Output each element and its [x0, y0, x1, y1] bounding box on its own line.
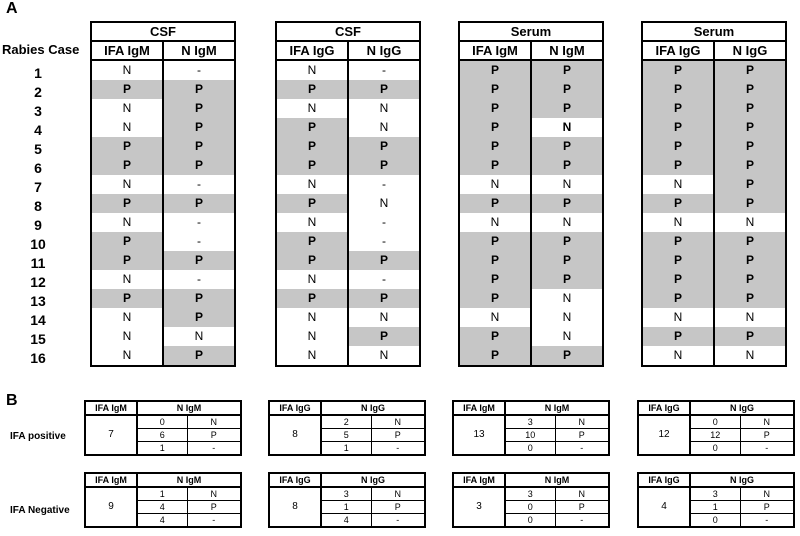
column-header: IFA IgM [91, 41, 163, 60]
result-cell: - [348, 175, 420, 194]
summary-col-header: N IgG [690, 401, 794, 415]
result-cell: P [714, 118, 786, 137]
result-cell: - [348, 60, 420, 80]
result-cell: P [714, 156, 786, 175]
result-cell: P [91, 251, 163, 270]
specimen-header: Serum [642, 22, 786, 41]
case-number: 10 [30, 236, 46, 252]
result-cell: P [163, 156, 235, 175]
result-cell: N [459, 175, 531, 194]
result-cell: P [91, 194, 163, 213]
result-cell: P [459, 251, 531, 270]
result-cell: P [163, 194, 235, 213]
result-cell: N [276, 327, 348, 346]
n-count: 0 [690, 514, 740, 528]
n-count: 0 [505, 442, 555, 456]
ifa-count: 8 [269, 415, 321, 455]
result-cell: P [459, 137, 531, 156]
ifa-positive-label: IFA positive [10, 431, 66, 442]
result-cell: P [642, 80, 714, 99]
result-cell: P [531, 194, 603, 213]
summary-table-7 [452, 472, 610, 528]
result-cell: P [642, 118, 714, 137]
result-cell: P [348, 289, 420, 308]
result-cell: N [531, 289, 603, 308]
result-cell: N [531, 118, 603, 137]
result-cell: N [714, 308, 786, 327]
result-cell: - [163, 232, 235, 251]
column-header: IFA IgM [459, 41, 531, 60]
case-number: 15 [30, 331, 46, 347]
case-number: 3 [34, 103, 42, 119]
result-cell: N [348, 194, 420, 213]
result-cell: P [163, 289, 235, 308]
result-cell: P [642, 99, 714, 118]
summary-table-6 [268, 472, 426, 528]
summary-col-header: N IgM [137, 473, 241, 487]
n-result: - [187, 514, 241, 528]
column-header: IFA IgG [642, 41, 714, 60]
result-cell: P [91, 137, 163, 156]
n-count: 2 [321, 415, 371, 429]
panel-b-label: B [6, 392, 18, 409]
result-cell: P [642, 156, 714, 175]
result-cell: N [276, 270, 348, 289]
n-result: - [740, 514, 794, 528]
summary-table-1 [84, 400, 242, 456]
n-result: P [371, 429, 425, 442]
case-number: 11 [30, 255, 46, 271]
result-cell: P [714, 99, 786, 118]
result-cell: P [642, 327, 714, 346]
results-table-4 [641, 21, 787, 367]
result-cell: N [642, 213, 714, 232]
results-table-3 [458, 21, 604, 367]
result-cell: P [531, 99, 603, 118]
result-cell: P [531, 137, 603, 156]
n-count: 3 [690, 487, 740, 501]
n-count: 3 [505, 487, 555, 501]
result-cell: P [531, 270, 603, 289]
result-cell: N [91, 327, 163, 346]
ifa-count: 8 [269, 487, 321, 527]
case-number: 16 [30, 350, 46, 366]
result-cell: P [714, 80, 786, 99]
case-number: 2 [34, 84, 42, 100]
result-cell: N [91, 213, 163, 232]
result-cell: P [459, 194, 531, 213]
result-cell: P [531, 251, 603, 270]
n-result: P [555, 501, 609, 514]
n-count: 3 [505, 415, 555, 429]
result-cell: N [348, 99, 420, 118]
result-cell: P [348, 327, 420, 346]
case-number: 5 [34, 141, 42, 157]
case-number: 1 [34, 65, 42, 81]
result-cell: N [714, 213, 786, 232]
case-number: 12 [30, 274, 46, 290]
result-cell: P [348, 80, 420, 99]
results-table-1 [90, 21, 236, 367]
result-cell: N [91, 99, 163, 118]
result-cell: P [163, 346, 235, 366]
result-cell: P [642, 232, 714, 251]
result-cell: P [91, 232, 163, 251]
column-header: N IgM [163, 41, 235, 60]
result-cell: P [459, 99, 531, 118]
summary-col-header: N IgM [137, 401, 241, 415]
result-cell: N [531, 327, 603, 346]
n-result: N [371, 415, 425, 429]
specimen-header: CSF [91, 22, 235, 41]
ifa-count: 7 [85, 415, 137, 455]
n-count: 1 [321, 442, 371, 456]
result-cell: P [163, 118, 235, 137]
result-cell: P [714, 137, 786, 156]
result-cell: P [91, 289, 163, 308]
result-cell: P [459, 156, 531, 175]
n-count: 0 [690, 415, 740, 429]
result-cell: N [91, 118, 163, 137]
case-number: 6 [34, 160, 42, 176]
result-cell: P [276, 80, 348, 99]
result-cell: P [714, 175, 786, 194]
summary-col-header: IFA IgM [85, 401, 137, 415]
n-result: - [555, 514, 609, 528]
ifa-count: 13 [453, 415, 505, 455]
n-count: 0 [690, 442, 740, 456]
n-result: P [740, 429, 794, 442]
result-cell: P [531, 60, 603, 80]
result-cell: N [642, 346, 714, 366]
n-result: - [555, 442, 609, 456]
summary-col-header: IFA IgG [638, 473, 690, 487]
column-header: N IgG [714, 41, 786, 60]
result-cell: P [714, 270, 786, 289]
result-cell: P [531, 232, 603, 251]
result-cell: P [642, 137, 714, 156]
n-count: 0 [137, 415, 187, 429]
n-count: 1 [137, 487, 187, 501]
n-result: N [187, 415, 241, 429]
summary-col-header: IFA IgG [269, 401, 321, 415]
result-cell: N [91, 346, 163, 366]
n-result: - [187, 442, 241, 456]
summary-col-header: IFA IgM [453, 473, 505, 487]
result-cell: P [714, 60, 786, 80]
result-cell: N [714, 346, 786, 366]
result-cell: P [642, 289, 714, 308]
result-cell: P [348, 251, 420, 270]
result-cell: P [642, 270, 714, 289]
result-cell: P [714, 251, 786, 270]
result-cell: P [276, 118, 348, 137]
case-number: 9 [34, 217, 42, 233]
column-header: N IgM [531, 41, 603, 60]
ifa-count: 3 [453, 487, 505, 527]
case-number: 14 [30, 312, 46, 328]
specimen-header: CSF [276, 22, 420, 41]
n-result: N [555, 415, 609, 429]
summary-col-header: N IgM [505, 473, 609, 487]
n-count: 1 [137, 442, 187, 456]
n-count: 4 [137, 514, 187, 528]
case-number: 4 [34, 122, 42, 138]
n-count: 6 [137, 429, 187, 442]
result-cell: P [459, 327, 531, 346]
n-result: P [187, 429, 241, 442]
specimen-header: Serum [459, 22, 603, 41]
result-cell: N [531, 308, 603, 327]
summary-col-header: IFA IgG [269, 473, 321, 487]
ifa-count: 9 [85, 487, 137, 527]
result-cell: P [642, 60, 714, 80]
result-cell: P [91, 80, 163, 99]
result-cell: N [348, 308, 420, 327]
n-result: N [371, 487, 425, 501]
result-cell: P [459, 60, 531, 80]
result-cell: P [642, 251, 714, 270]
result-cell: P [459, 118, 531, 137]
results-table-2 [275, 21, 421, 367]
result-cell: P [163, 137, 235, 156]
n-result: N [555, 487, 609, 501]
result-cell: N [642, 308, 714, 327]
summary-table-3 [452, 400, 610, 456]
result-cell: - [163, 60, 235, 80]
result-cell: N [276, 213, 348, 232]
n-count: 1 [321, 501, 371, 514]
result-cell: N [531, 175, 603, 194]
n-count: 1 [690, 501, 740, 514]
result-cell: P [459, 232, 531, 251]
result-cell: N [531, 213, 603, 232]
result-cell: P [276, 137, 348, 156]
result-cell: N [91, 175, 163, 194]
n-count: 5 [321, 429, 371, 442]
result-cell: P [642, 194, 714, 213]
result-cell: N [91, 270, 163, 289]
column-header: N IgG [348, 41, 420, 60]
ifa-count: 4 [638, 487, 690, 527]
n-result: P [740, 501, 794, 514]
result-cell: P [276, 232, 348, 251]
n-count: 4 [137, 501, 187, 514]
result-cell: P [714, 194, 786, 213]
summary-table-8 [637, 472, 795, 528]
result-cell: N [459, 308, 531, 327]
summary-col-header: N IgG [321, 401, 425, 415]
result-cell: P [714, 327, 786, 346]
column-header: IFA IgG [276, 41, 348, 60]
n-result: - [371, 442, 425, 456]
result-cell: P [531, 80, 603, 99]
ifa-negative-label: IFA Negative [10, 505, 70, 516]
result-cell: P [163, 251, 235, 270]
n-result: - [371, 514, 425, 528]
result-cell: N [91, 308, 163, 327]
result-cell: N [348, 346, 420, 366]
n-result: - [740, 442, 794, 456]
result-cell: - [163, 270, 235, 289]
rabies-case-header: Rabies Case [2, 42, 80, 57]
n-result: P [555, 429, 609, 442]
n-count: 10 [505, 429, 555, 442]
summary-col-header: N IgG [321, 473, 425, 487]
summary-col-header: N IgG [690, 473, 794, 487]
result-cell: P [163, 99, 235, 118]
result-cell: N [276, 346, 348, 366]
result-cell: N [163, 327, 235, 346]
result-cell: P [348, 156, 420, 175]
n-count: 0 [505, 514, 555, 528]
n-count: 0 [505, 501, 555, 514]
result-cell: N [276, 99, 348, 118]
result-cell: P [91, 156, 163, 175]
result-cell: P [348, 137, 420, 156]
n-result: N [740, 415, 794, 429]
result-cell: P [276, 156, 348, 175]
summary-col-header: N IgM [505, 401, 609, 415]
result-cell: N [91, 60, 163, 80]
summary-table-4 [637, 400, 795, 456]
result-cell: N [276, 175, 348, 194]
case-number: 7 [34, 179, 42, 195]
result-cell: P [163, 308, 235, 327]
n-count: 4 [321, 514, 371, 528]
result-cell: - [348, 270, 420, 289]
result-cell: - [348, 232, 420, 251]
result-cell: P [276, 251, 348, 270]
result-cell: N [459, 213, 531, 232]
summary-col-header: IFA IgM [85, 473, 137, 487]
result-cell: - [163, 213, 235, 232]
result-cell: P [459, 289, 531, 308]
result-cell: P [531, 346, 603, 366]
n-count: 12 [690, 429, 740, 442]
result-cell: P [459, 346, 531, 366]
result-cell: P [163, 80, 235, 99]
result-cell: P [531, 156, 603, 175]
result-cell: P [459, 80, 531, 99]
n-result: P [187, 501, 241, 514]
result-cell: - [163, 175, 235, 194]
case-number: 13 [30, 293, 46, 309]
n-result: N [187, 487, 241, 501]
n-result: N [740, 487, 794, 501]
panel-a-label: A [6, 0, 18, 17]
summary-table-5 [84, 472, 242, 528]
summary-col-header: IFA IgM [453, 401, 505, 415]
case-number: 8 [34, 198, 42, 214]
result-cell: N [642, 175, 714, 194]
result-cell: N [276, 308, 348, 327]
ifa-count: 12 [638, 415, 690, 455]
n-count: 3 [321, 487, 371, 501]
result-cell: P [276, 289, 348, 308]
result-cell: N [348, 118, 420, 137]
result-cell: P [459, 270, 531, 289]
result-cell: P [714, 289, 786, 308]
result-cell: - [348, 213, 420, 232]
summary-table-2 [268, 400, 426, 456]
result-cell: P [276, 194, 348, 213]
summary-col-header: IFA IgG [638, 401, 690, 415]
result-cell: P [714, 232, 786, 251]
result-cell: N [276, 60, 348, 80]
n-result: P [371, 501, 425, 514]
